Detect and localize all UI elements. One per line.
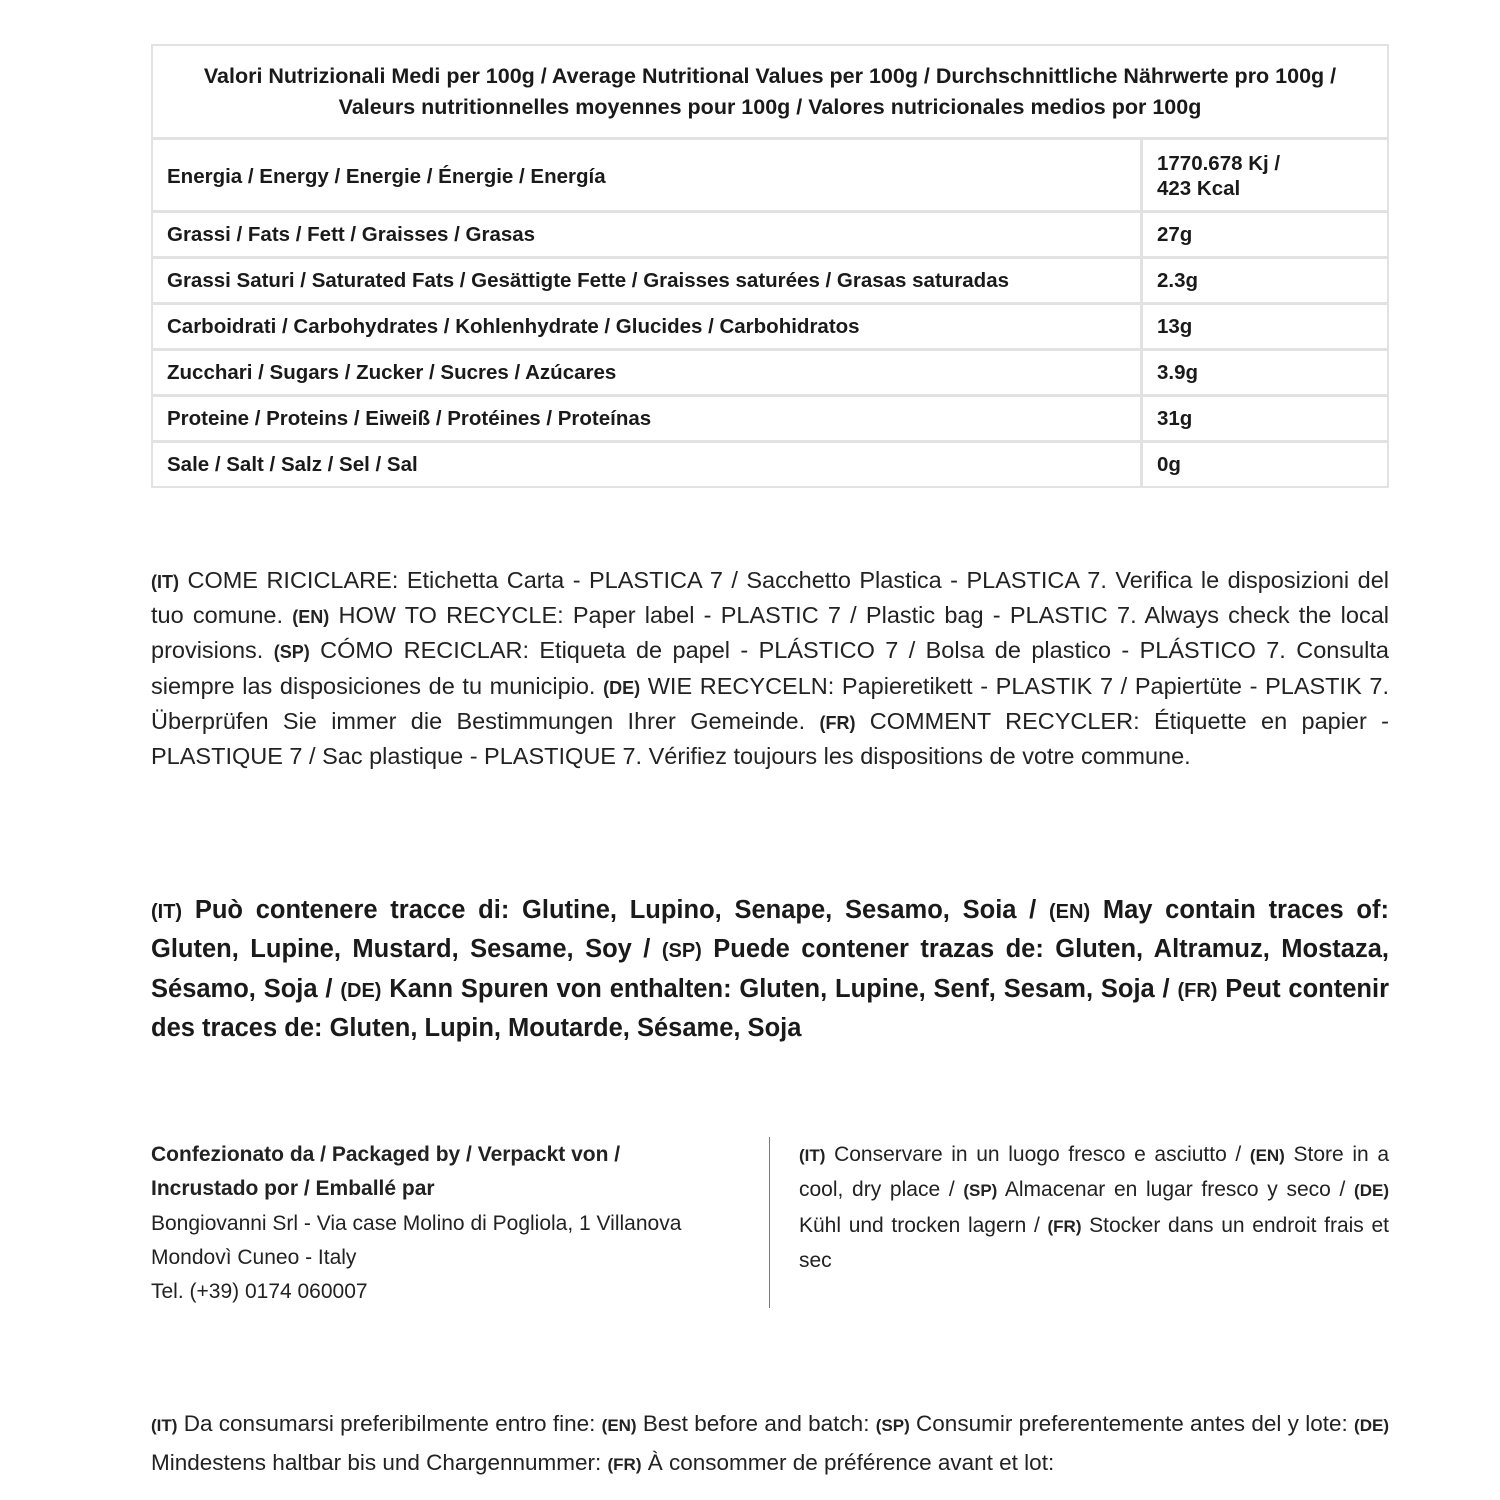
storage-instructions bbox=[799, 1138, 1389, 1278]
allergen-text-fr: Peut contenir des traces de: Gluten, Lupin, Moutarde, Sésame, Soja bbox=[151, 974, 1389, 1042]
best-before-text-en: Best before and batch: bbox=[636, 1411, 876, 1436]
recycling-text-en: HOW TO RECYCLE: Paper label - PLASTIC 7 / Plastic bag - PLASTIC 7. Always check the local provisions. bbox=[151, 602, 1390, 664]
nutrient-value: 13g bbox=[1140, 305, 1387, 351]
language-code-de: (DE) bbox=[603, 677, 641, 698]
table-row bbox=[153, 443, 1387, 486]
energy-kj: 1770.678 Kj / bbox=[1157, 152, 1281, 175]
storage-text-de: Kühl und trocken lagern / bbox=[799, 1213, 1048, 1237]
best-before-text-it: Da consumarsi preferibilmente entro fine: bbox=[177, 1411, 602, 1436]
language-code-fr: (FR) bbox=[607, 1454, 642, 1474]
table-row bbox=[153, 397, 1387, 443]
language-code-de: (DE) bbox=[1354, 1416, 1389, 1435]
storage-text-en: Store in a cool, dry place / bbox=[799, 1143, 1389, 1202]
recycling-text-de: WIE RECYCELN: Papieretikett - PLASTIK 7 / Papiertüte - PLASTIK 7. Überprüfen Sie immer die Bestimmungen Ihrer Gemeinde. bbox=[151, 672, 1389, 734]
nutrient-value: 27g bbox=[1140, 213, 1387, 259]
language-code-en: (EN) bbox=[292, 607, 330, 628]
language-code-fr: (FR) bbox=[1047, 1216, 1082, 1236]
allergen-text-en: May contain traces of: Gluten, Lupine, Mustard, Sesame, Soy / bbox=[151, 896, 1389, 964]
language-code-fr: (FR) bbox=[1177, 979, 1218, 1002]
language-code-it: (IT) bbox=[799, 1146, 826, 1165]
packager-address-line1: Bongiovanni Srl - Via case Molino di Pogliola, 1 Villanova bbox=[151, 1211, 682, 1235]
recycling-text-sp: CÓMO RECICLAR: Etiqueta de papel - PLÁSTICO 7 / Bolsa de plastico - PLÁSTICO 7. Consulta siempre las disposiciones de tu municipio. bbox=[151, 637, 1389, 699]
nutrient-label: Grassi Saturi / Saturated Fats / Gesättigte Fette / Graisses saturées / Grasas saturadas bbox=[153, 259, 1140, 305]
best-before-text-sp: Consumir preferentemente antes del y lote: bbox=[909, 1411, 1355, 1436]
language-code-sp: (SP) bbox=[963, 1181, 998, 1201]
recycling-instructions bbox=[151, 564, 1389, 773]
packager-phone: Tel. (+39) 0174 060007 bbox=[151, 1280, 368, 1304]
storage-text-fr: Stocker dans un endroit frais et sec bbox=[799, 1213, 1389, 1272]
language-code-it: (IT) bbox=[151, 572, 179, 592]
best-before-text-de: Mindestens haltbar bis und Chargennummer: bbox=[151, 1449, 608, 1475]
nutrient-value bbox=[1140, 140, 1387, 213]
nutrient-value: 0g bbox=[1140, 443, 1387, 486]
nutrient-label: Energia / Energy / Energie / Énergie / Energía bbox=[153, 140, 1140, 213]
allergen-text-de: Kann Spuren von enthalten: Gluten, Lupine, Senf, Sesam, Soja / bbox=[381, 974, 1178, 1003]
allergen-text-sp: Puede contener trazas de: Gluten, Altramuz, Mostaza, Sésamo, Soja / bbox=[151, 935, 1389, 1003]
allergen-text-it: Può contenere tracce di: Glutine, Lupino, Senape, Sesamo, Soia / bbox=[182, 896, 1049, 924]
packager-info bbox=[151, 1138, 751, 1309]
packager-heading-line2: Incrustado por / Emballé par bbox=[151, 1177, 435, 1201]
language-code-de: (DE) bbox=[1354, 1181, 1389, 1201]
packager-address-line2: Mondovì Cuneo - Italy bbox=[151, 1245, 357, 1269]
nutrient-value: 2.3g bbox=[1140, 259, 1387, 305]
table-row-energy bbox=[153, 140, 1387, 213]
best-before-text-fr: À consommer de préférence avant et lot: bbox=[641, 1449, 1055, 1475]
label-page bbox=[151, 44, 1390, 1475]
nutrient-value: 31g bbox=[1140, 397, 1387, 443]
energy-kcal: 423 Kcal bbox=[1157, 177, 1241, 200]
allergen-warning bbox=[151, 892, 1389, 1047]
nutrient-value: 3.9g bbox=[1140, 351, 1387, 397]
language-code-en: (EN) bbox=[1049, 901, 1091, 923]
language-code-it: (IT) bbox=[151, 1416, 178, 1435]
packager-heading-line1: Confezionato da / Packaged by / Verpackt von / bbox=[151, 1143, 621, 1166]
language-code-fr: (FR) bbox=[819, 712, 856, 733]
best-before-info bbox=[151, 1406, 1389, 1483]
language-code-it: (IT) bbox=[151, 901, 183, 923]
table-row bbox=[153, 213, 1387, 259]
nutrition-header: Valori Nutrizionali Medi per 100g / Average Nutritional Values per 100g / Durchschnittliche Nährwerte pro 100g / Valeurs nutritionnelles moyennes pour 100g / Valores nutricionales medios por 100g bbox=[153, 46, 1387, 140]
nutrient-label: Carboidrati / Carbohydrates / Kohlenhydrate / Glucides / Carbohidratos bbox=[153, 305, 1140, 351]
nutrition-table bbox=[151, 44, 1389, 488]
table-row bbox=[153, 351, 1387, 397]
nutrition-header-row bbox=[153, 46, 1387, 140]
language-code-en: (EN) bbox=[601, 1416, 637, 1435]
storage-text-sp: Almacenar en lugar fresco y seco / bbox=[997, 1178, 1355, 1202]
table-row bbox=[153, 259, 1387, 305]
language-code-de: (DE) bbox=[340, 979, 382, 1002]
storage-text-it: Conservare in un luogo fresco e asciutto / bbox=[825, 1143, 1250, 1166]
column-divider bbox=[769, 1137, 770, 1308]
language-code-sp: (SP) bbox=[875, 1416, 910, 1435]
recycling-text-it: COME RICICLARE: Etichetta Carta - PLASTICA 7 / Sacchetto Plastica - PLASTICA 7. Verifica le disposizioni del tuo comune. bbox=[151, 567, 1389, 629]
table-row bbox=[153, 305, 1387, 351]
recycling-text-fr: COMMENT RECYCLER: Étiquette en papier - PLASTIQUE 7 / Sac plastique - PLASTIQUE 7. Vérifiez toujours les dispositions de votre commune. bbox=[151, 707, 1389, 770]
language-code-sp: (SP) bbox=[661, 940, 702, 963]
nutrient-label: Grassi / Fats / Fett / Graisses / Grasas bbox=[153, 213, 1140, 259]
language-code-sp: (SP) bbox=[273, 642, 310, 663]
nutrient-label: Sale / Salt / Salz / Sel / Sal bbox=[167, 453, 418, 476]
nutrient-label: Zucchari / Sugars / Zucker / Sucres / Azúcares bbox=[153, 351, 1140, 397]
language-code-en: (EN) bbox=[1249, 1146, 1285, 1165]
nutrient-label: Proteine / Proteins / Eiweiß / Protéines / Proteínas bbox=[153, 397, 1140, 443]
